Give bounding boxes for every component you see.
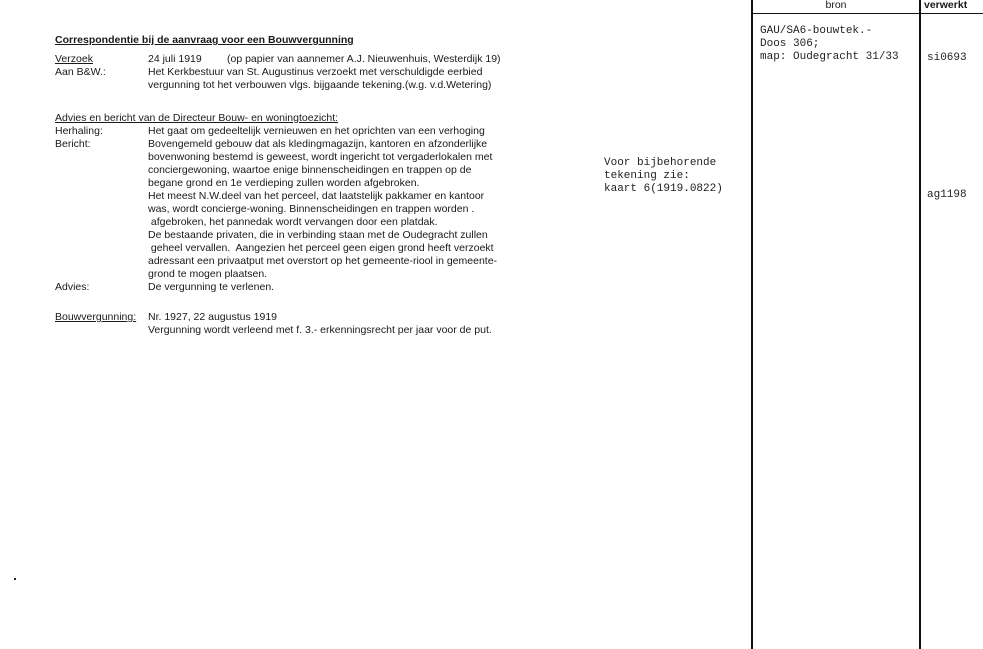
bericht-label: Bericht: <box>55 138 91 150</box>
bericht-line: geheel vervallen. Aangezien het perceel geen eigen grond heeft verzoekt <box>148 242 494 254</box>
bericht-line: was, wordt concierge-woning. Binnenscheidingen en trappen worden . <box>148 203 475 215</box>
bron-line: Doos 306; <box>760 38 820 50</box>
column-divider <box>919 0 921 649</box>
advies-heading: Advies en bericht van de Directeur Bouw- en woningtoezicht: <box>55 112 339 124</box>
verwerkt-code: ag1198 <box>927 189 967 201</box>
bericht-line: bovenwoning bestemd is geweest, wordt ingericht tot vergaderlokalen met <box>148 151 493 163</box>
verwerkt-code: si0693 <box>927 52 967 64</box>
bouwvergunning-line: Vergunning wordt verleend met f. 3.- erkenningsrecht per jaar voor de put. <box>148 324 492 336</box>
side-note-line: tekening zie: <box>604 170 690 182</box>
bericht-line: afgebroken, het pannedak wordt vervangen door een platdak. <box>148 216 438 228</box>
bron-line: GAU/SA6-bouwtek.- <box>760 25 873 37</box>
herhaling-text: Het gaat om gedeeltelijk vernieuwen en het oprichten van een verhoging <box>148 125 485 137</box>
advies-text: De vergunning te verlenen. <box>148 281 275 293</box>
bericht-line: De bestaande privaten, die in verbinding staan met de Oudegracht zullen <box>148 229 488 241</box>
herhaling-label: Herhaling: <box>55 125 103 137</box>
bron-line: map: Oudegracht 31/33 <box>760 51 899 63</box>
header-divider <box>752 13 983 14</box>
bericht-line: Bovengemeld gebouw dat als kledingmagazijn, kantoren en afzonderlijke <box>148 138 488 150</box>
aan-line: Het Kerkbestuur van St. Augustinus verzoekt met verschuldigde eerbied <box>148 66 483 78</box>
aan-label: Aan B&W.: <box>55 66 106 78</box>
aan-line: vergunning tot het verbouwen vlgs. bijgaande tekening.(w.g. v.d.Wetering) <box>148 79 492 91</box>
bericht-line: Het meest N.W.deel van het perceel, dat laatstelijk pakkamer en kantoor <box>148 190 485 202</box>
bericht-line: conciergewoning, waartoe enige binnenscheidingen en trappen op de <box>148 164 472 176</box>
document-title: Correspondentie bij de aanvraag voor een Bouwvergunning <box>55 34 354 46</box>
side-note-line: kaart 6(1919.0822) <box>604 183 723 195</box>
column-divider <box>751 0 753 649</box>
advies-label: Advies: <box>55 281 90 293</box>
verzoek-label: Verzoek <box>55 53 93 65</box>
bericht-line: begane grond en 1e verdieping zullen worden afgebroken. <box>148 177 420 189</box>
header-bron: bron <box>825 0 847 11</box>
bouwvergunning-label: Bouwvergunning: <box>55 311 137 323</box>
verzoek-date: 24 juli 1919 <box>148 53 202 65</box>
bericht-line: grond te mogen plaatsen. <box>148 268 268 280</box>
bericht-line: adressant een privaatput met overstort op het gemeente-riool in gemeente- <box>148 255 498 267</box>
header-verwerkt: verwerkt <box>924 0 968 11</box>
bouwvergunning-line: Nr. 1927, 22 augustus 1919 <box>148 311 278 323</box>
scan-speck <box>14 578 16 580</box>
verzoek-note: (op papier van aannemer A.J. Nieuwenhuis, Westerdijk 19) <box>227 53 501 65</box>
side-note-line: Voor bijbehorende <box>604 157 717 169</box>
